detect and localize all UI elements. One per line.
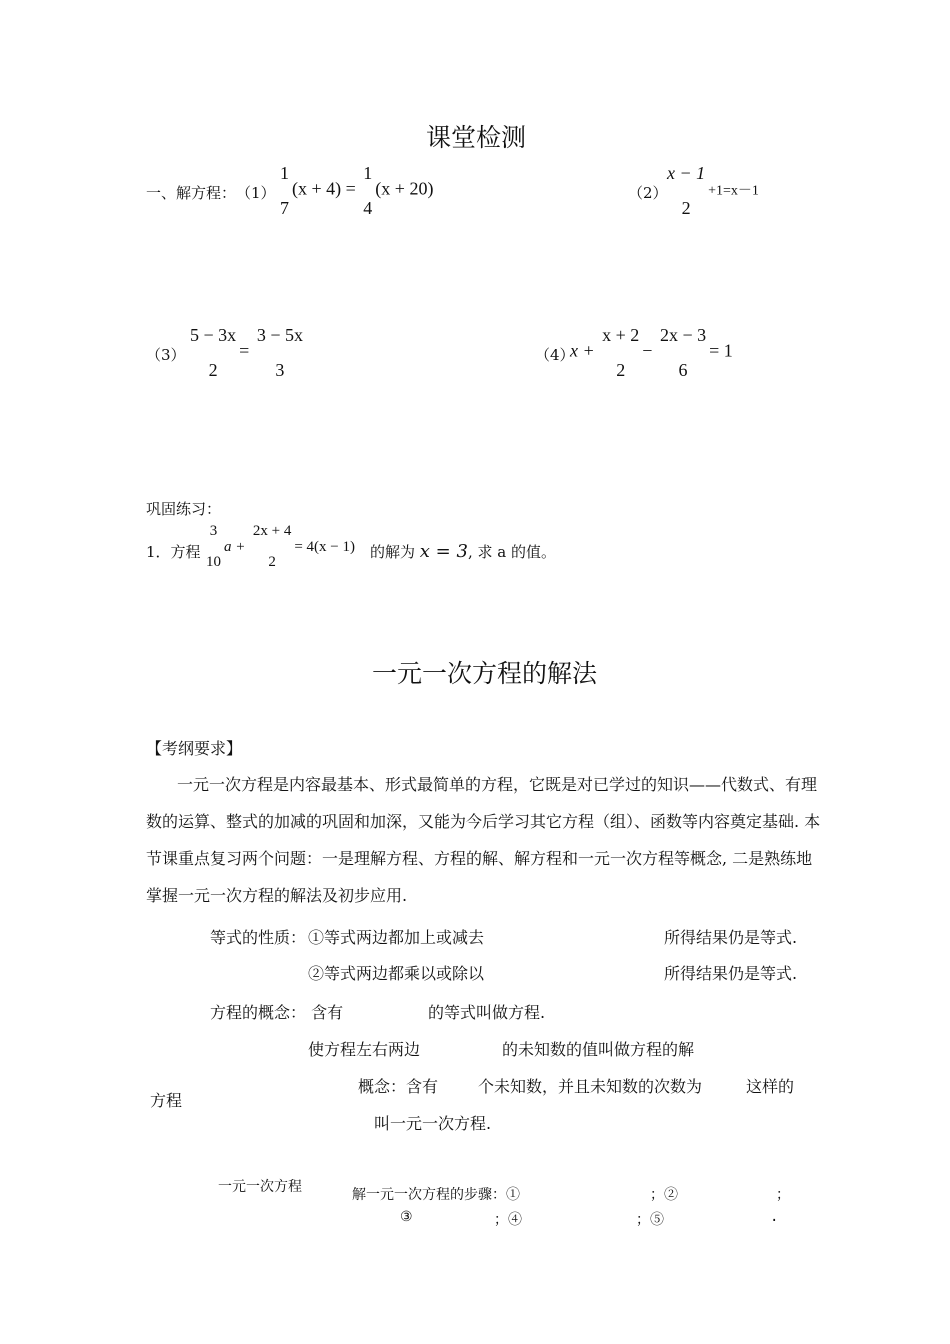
problem-1-label: （1） [236, 184, 276, 202]
linear-d: 叫一元一次方程. [374, 1114, 492, 1133]
step-3: ③ [400, 1209, 413, 1225]
practice-title: 巩固练习： [146, 500, 222, 518]
test-title: 课堂检测 [426, 123, 527, 152]
concept-a: 方程的概念： 含有 [210, 1003, 344, 1022]
section-label: 一、解方程： [146, 184, 237, 202]
problem-1-equation: 1 7 (x + 4) = 1 4 (x + 20) [280, 163, 434, 218]
linear-equation-label: 一元一次方程 [218, 1179, 302, 1195]
problem-3-equation: 5 − 3x 2 = 3 − 5x 3 [190, 325, 303, 380]
prop-label: 等式的性质： [210, 928, 307, 947]
lesson-title: 一元一次方程的解法 [372, 659, 598, 688]
step-2-end: ； [776, 1187, 790, 1203]
steps-label: 解一元一次方程的步骤：① [352, 1187, 520, 1203]
step-5: ；⑤ [636, 1212, 664, 1228]
paragraph-line-1: 一元一次方程是内容最基本、形式最简单的方程，它既是对已学过的知识——代数式、有理 [177, 775, 818, 794]
paragraph-line-4: 掌握一元一次方程的解法及初步应用. [146, 886, 408, 905]
solution-a: 使方程左右两边 [308, 1040, 421, 1059]
solution-b: 的未知数的值叫做方程的解 [502, 1040, 695, 1059]
problem-4-label: （4） [535, 346, 575, 364]
prop-1-a: ①等式两边都加上或减去 [308, 928, 485, 947]
practice-q1-prefix: 1．方程 [146, 543, 201, 561]
problem-3-label: （3） [146, 346, 186, 364]
prop-1-b: 所得结果仍是等式. [664, 928, 798, 947]
problem-4-equation: x + x + 2 2 − 2x − 3 6 = 1 [570, 325, 733, 380]
step-2: ；② [650, 1187, 678, 1203]
requirements-label: 【考纲要求】 [146, 739, 243, 758]
problem-2-equation: x − 1 2 +1=x－1 [667, 163, 759, 218]
paragraph-line-3: 节课重点复习两个问题：一是理解方程、方程的解、解方程和一元一次方程等概念, 二是熟练地 [146, 849, 813, 868]
prop-2-b: 所得结果仍是等式. [664, 964, 798, 983]
linear-b: 个未知数，并且未知数的次数为 [478, 1077, 703, 1096]
linear-c: 这样的 [746, 1077, 795, 1096]
step-4: ；④ [494, 1212, 522, 1228]
practice-q1-mid: 的解为 x = 3, 求 a 的值。 [370, 541, 556, 562]
problem-2-label: （2） [628, 184, 668, 202]
equation-label: 方程 [150, 1091, 183, 1110]
linear-a: 概念：含有 [358, 1077, 439, 1096]
step-5-end: . [770, 1209, 779, 1225]
practice-q1-equation: 3 10 a + 2x + 4 2 = 4(x − 1) [206, 523, 356, 570]
prop-2-a: ②等式两边都乘以或除以 [308, 964, 485, 983]
paragraph-line-2: 数的运算、整式的加减的巩固和加深，又能为今后学习其它方程（组）、函数等内容奠定基础. 本 [146, 812, 821, 831]
concept-b: 的等式叫做方程. [428, 1003, 546, 1022]
